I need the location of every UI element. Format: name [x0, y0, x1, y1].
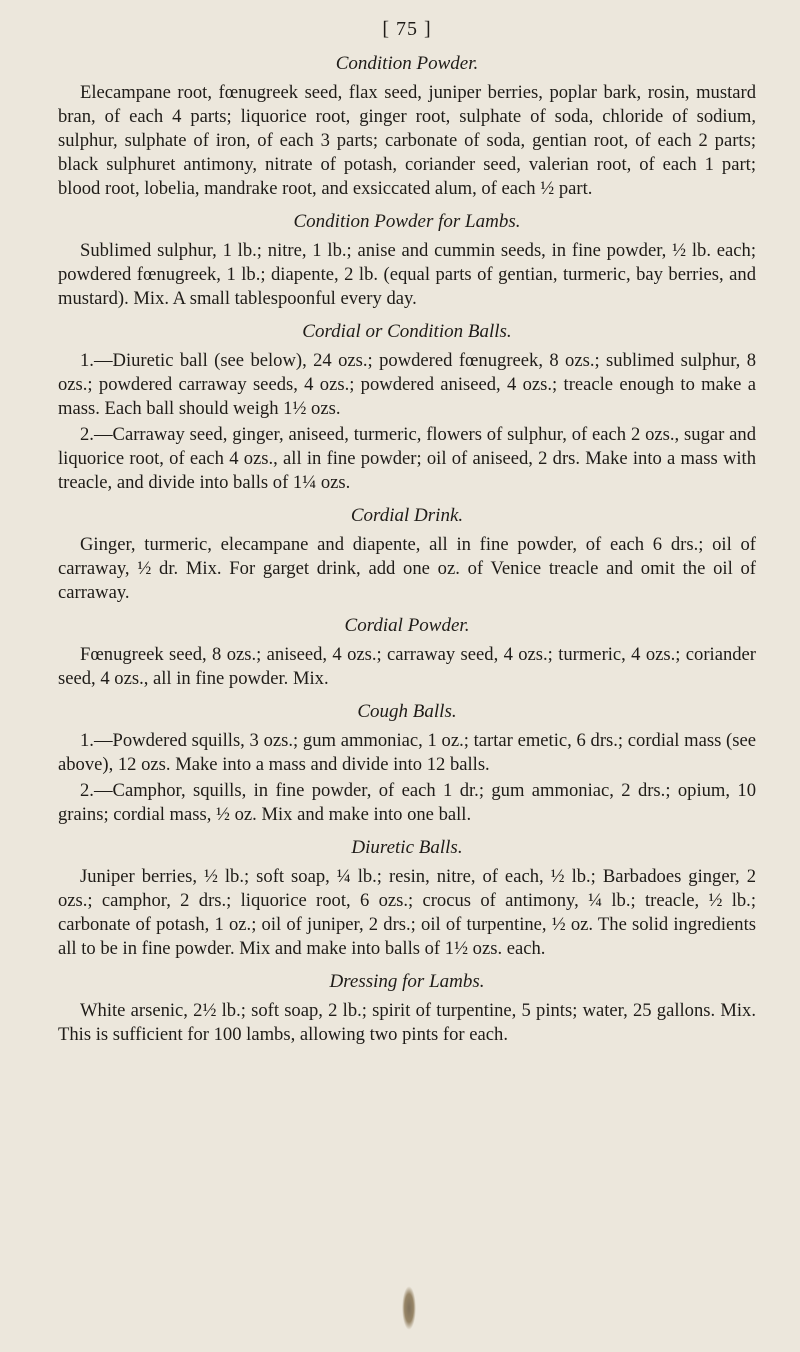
section-heading: Cordial Powder.	[344, 615, 470, 636]
section-cordial-powder	[58, 615, 756, 691]
section-cordial-balls	[58, 321, 756, 495]
section-condition-powder-lambs	[58, 211, 756, 311]
section-heading: Diuretic Balls.	[351, 837, 463, 858]
section-dressing-lambs	[58, 971, 756, 1047]
section-heading: Condition Powder for Lambs.	[293, 211, 521, 232]
paragraph: 1.—Diuretic ball (see below), 24 ozs.; powdered fœnugreek, 8 ozs.; sublimed sulphur, 8 ozs.; powdered carraway seeds, 4 ozs.; powdered aniseed, 4 ozs.; treacle enough to make a mass. Each ball should weigh 1½ ozs.	[58, 350, 756, 419]
section-cordial-drink	[58, 505, 756, 605]
paragraph: Ginger, turmeric, elecampane and diapente, all in fine powder, of each 6 drs.; oil of carraway, ½ dr. Mix. For garget drink, add one oz. of Venice treacle and omit the oil of carraway.	[58, 534, 756, 603]
page-number: [ 75 ]	[382, 18, 432, 40]
paragraph: 2.—Carraway seed, ginger, aniseed, turmeric, flowers of sulphur, of each 2 ozs., sugar and liquorice root, of each 4 ozs., all in fine powder; oil of aniseed, 2 drs. Make into a mass with treacle, and divide into balls of 1¼ ozs.	[58, 424, 756, 493]
section-heading: Cordial Drink.	[350, 505, 464, 526]
section-cough-balls	[58, 701, 756, 827]
section-heading: Cordial or Condition Balls.	[302, 321, 512, 342]
ink-blot-mark	[402, 1286, 416, 1330]
section-heading: Dressing for Lambs.	[329, 971, 485, 992]
paragraph: 2.—Camphor, squills, in fine powder, of each 1 dr.; gum ammoniac, 2 drs.; opium, 10 grains; cordial mass, ½ oz. Mix and make into one ball.	[58, 780, 756, 825]
paragraph: 1.—Powdered squills, 3 ozs.; gum ammoniac, 1 oz.; tartar emetic, 6 drs.; cordial mass (see above), 12 ozs. Make into a mass and divide into 12 balls.	[58, 730, 756, 775]
paragraph: Elecampane root, fœnugreek seed, flax seed, juniper berries, poplar bark, rosin, mustard bran, of each 4 parts; liquorice root, ginger root, sulphate of soda, chloride of sodium, sulphur, sulphate of iron, of each 3 parts; carbonate of soda, gentian root, of each 2 parts; black sulphuret antimony, nitrate of potash, coriander seed, valerian root, of each 1 part; blood root, lobelia, mandrake root, and exsiccated alum, of each ½ part.	[58, 82, 756, 199]
section-diuretic-balls	[58, 837, 756, 961]
section-heading: Cough Balls.	[357, 701, 457, 722]
paragraph: White arsenic, 2½ lb.; soft soap, 2 lb.; spirit of turpentine, 5 pints; water, 25 gallons. Mix. This is sufficient for 100 lambs, allowing two pints for each.	[58, 1000, 756, 1045]
section-heading: Condition Powder.	[335, 53, 479, 74]
paragraph: Juniper berries, ½ lb.; soft soap, ¼ lb.; resin, nitre, of each, ½ lb.; Barbadoes ginger, 2 ozs.; camphor, 2 drs.; liquorice root, 6 ozs.; crocus of antimony, ¼ lb.; treacle, ½ lb.; carbonate of potash, 1 oz.; oil of juniper, 2 drs.; oil of turpentine, ½ oz. The solid ingredients all to be in fine powder. Mix and make into balls of 1½ ozs. each.	[58, 866, 756, 959]
paragraph: Sublimed sulphur, 1 lb.; nitre, 1 lb.; anise and cummin seeds, in fine powder, ½ lb. each; powdered fœnugreek, 1 lb.; diapente, 2 lb. (equal parts of gentian, turmeric, bay berries, and mustard). Mix. A small tablespoonful every day.	[58, 240, 756, 309]
section-condition-powder	[58, 53, 756, 201]
paragraph: Fœnugreek seed, 8 ozs.; aniseed, 4 ozs.; carraway seed, 4 ozs.; turmeric, 4 ozs.; coriander seed, 4 ozs., all in fine powder. Mix.	[58, 644, 756, 689]
